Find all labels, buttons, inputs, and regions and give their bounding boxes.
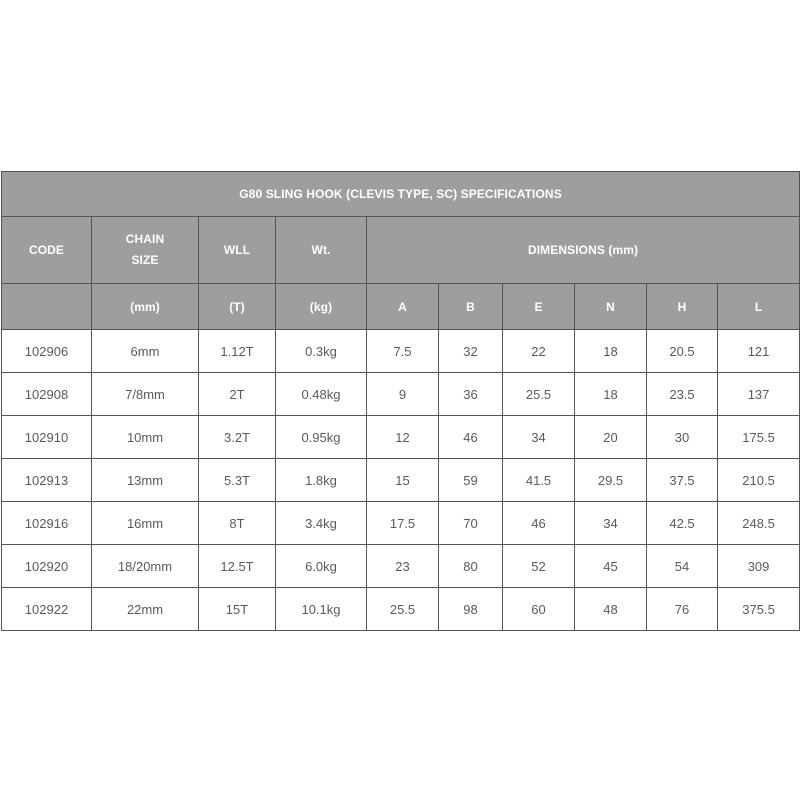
table-cell: 46 <box>439 416 503 459</box>
header-dimensions: DIMENSIONS (mm) <box>367 217 800 284</box>
table-cell: 25.5 <box>367 588 439 631</box>
header-chain-line1: CHAIN <box>125 232 165 246</box>
table-cell: 102908 <box>2 373 92 416</box>
table-cell: 29.5 <box>575 459 647 502</box>
table-title: G80 SLING HOOK (CLEVIS TYPE, SC) SPECIFICATIONS <box>2 172 800 217</box>
header-chain-line2: SIZE <box>131 253 159 267</box>
table-cell: 102910 <box>2 416 92 459</box>
table-cell: 5.3T <box>199 459 276 502</box>
table-cell: 210.5 <box>718 459 800 502</box>
header-wt: Wt. <box>276 217 367 284</box>
specifications-table <box>1 171 800 631</box>
table-cell: 3.2T <box>199 416 276 459</box>
table-cell: 60 <box>503 588 575 631</box>
table-cell: 175.5 <box>718 416 800 459</box>
table-cell: 45 <box>575 545 647 588</box>
table-cell: 25.5 <box>503 373 575 416</box>
table-cell: 70 <box>439 502 503 545</box>
table-cell: 98 <box>439 588 503 631</box>
table-cell: 1.8kg <box>276 459 367 502</box>
table-cell: 34 <box>575 502 647 545</box>
table-cell: 12 <box>367 416 439 459</box>
header-code: CODE <box>2 217 92 284</box>
table-cell: 20.5 <box>647 330 718 373</box>
table-cell: 76 <box>647 588 718 631</box>
table-cell: 22 <box>503 330 575 373</box>
table-cell: 309 <box>718 545 800 588</box>
table-cell: 375.5 <box>718 588 800 631</box>
table-cell: 32 <box>439 330 503 373</box>
table-cell: 36 <box>439 373 503 416</box>
table-row <box>2 502 800 545</box>
table-cell: 42.5 <box>647 502 718 545</box>
table-cell: 102922 <box>2 588 92 631</box>
table-cell: 121 <box>718 330 800 373</box>
table-cell: 48 <box>575 588 647 631</box>
unit-header-cell <box>2 284 92 330</box>
header-wll: WLL <box>199 217 276 284</box>
table-row <box>2 416 800 459</box>
table-cell: 52 <box>503 545 575 588</box>
table-cell: 137 <box>718 373 800 416</box>
unit-header-cell: (kg) <box>276 284 367 330</box>
table-cell: 23 <box>367 545 439 588</box>
table-cell: 16mm <box>92 502 199 545</box>
table-cell: 6mm <box>92 330 199 373</box>
table-cell: 34 <box>503 416 575 459</box>
table-cell: 54 <box>647 545 718 588</box>
table-cell: 59 <box>439 459 503 502</box>
unit-header-cell: L <box>718 284 800 330</box>
table-cell: 15T <box>199 588 276 631</box>
table-cell: 6.0kg <box>276 545 367 588</box>
header-chain-size <box>92 217 199 284</box>
table-cell: 22mm <box>92 588 199 631</box>
table-cell: 7/8mm <box>92 373 199 416</box>
table-cell: 0.48kg <box>276 373 367 416</box>
table-row <box>2 330 800 373</box>
table-cell: 18 <box>575 330 647 373</box>
unit-header-cell: (T) <box>199 284 276 330</box>
table-cell: 102916 <box>2 502 92 545</box>
table-cell: 18/20mm <box>92 545 199 588</box>
table-cell: 102920 <box>2 545 92 588</box>
table-cell: 0.95kg <box>276 416 367 459</box>
unit-header-cell: B <box>439 284 503 330</box>
table-cell: 10mm <box>92 416 199 459</box>
unit-header-cell: A <box>367 284 439 330</box>
unit-header-cell: N <box>575 284 647 330</box>
unit-header-cell: H <box>647 284 718 330</box>
table-cell: 30 <box>647 416 718 459</box>
table-cell: 9 <box>367 373 439 416</box>
table-cell: 102913 <box>2 459 92 502</box>
table-cell: 37.5 <box>647 459 718 502</box>
table-cell: 15 <box>367 459 439 502</box>
table-cell: 41.5 <box>503 459 575 502</box>
table-cell: 17.5 <box>367 502 439 545</box>
table-cell: 248.5 <box>718 502 800 545</box>
table-row <box>2 459 800 502</box>
table-cell: 18 <box>575 373 647 416</box>
table-cell: 80 <box>439 545 503 588</box>
table-cell: 102906 <box>2 330 92 373</box>
unit-header-cell: (mm) <box>92 284 199 330</box>
table-cell: 10.1kg <box>276 588 367 631</box>
table-row <box>2 588 800 631</box>
table-cell: 20 <box>575 416 647 459</box>
table-cell: 0.3kg <box>276 330 367 373</box>
table-cell: 13mm <box>92 459 199 502</box>
table-cell: 12.5T <box>199 545 276 588</box>
table-row <box>2 545 800 588</box>
table-cell: 7.5 <box>367 330 439 373</box>
table-cell: 23.5 <box>647 373 718 416</box>
unit-header-cell: E <box>503 284 575 330</box>
table-cell: 2T <box>199 373 276 416</box>
table-cell: 8T <box>199 502 276 545</box>
table-cell: 3.4kg <box>276 502 367 545</box>
table-cell: 46 <box>503 502 575 545</box>
table-row <box>2 373 800 416</box>
table-cell: 1.12T <box>199 330 276 373</box>
